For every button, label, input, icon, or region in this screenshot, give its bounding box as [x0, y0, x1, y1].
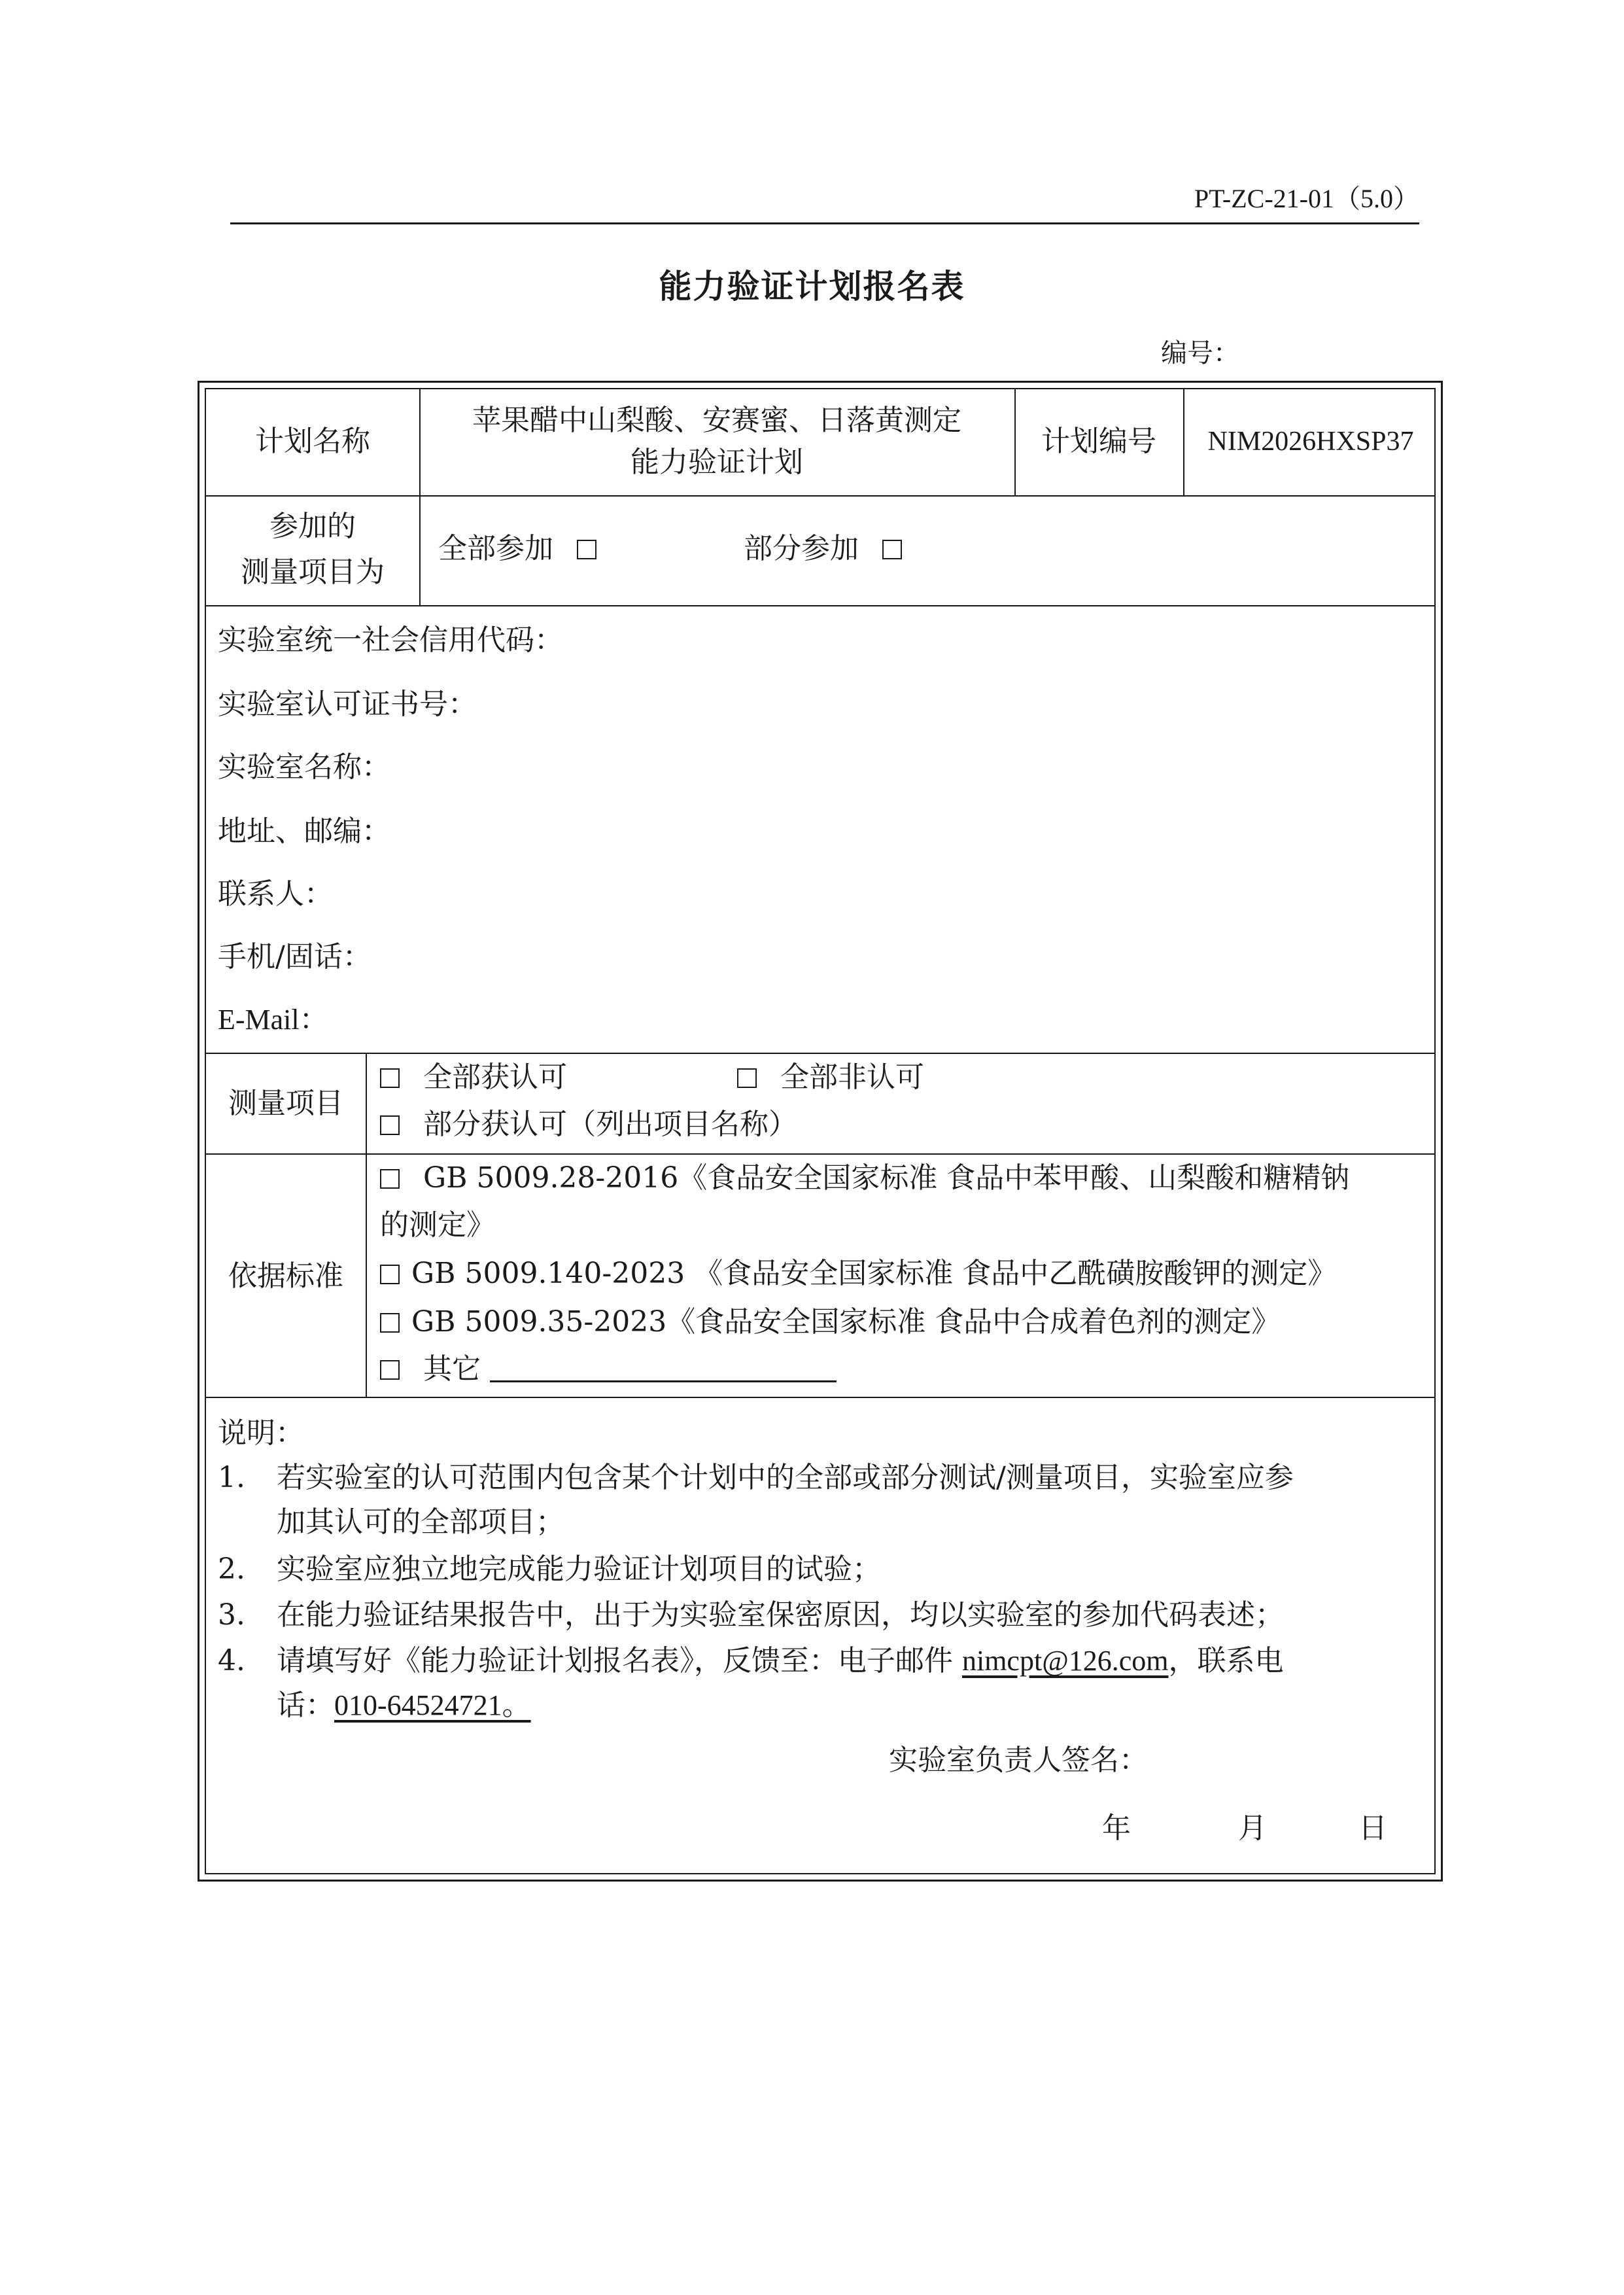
header-rule	[230, 222, 1419, 224]
participate-all-checkbox[interactable]	[577, 540, 596, 559]
col-divider	[366, 1053, 367, 1397]
note-2-line1: 实验室应独立地完成能力验证计划项目的试验；	[277, 1552, 881, 1586]
standard-1-label-cont: 的测定》	[380, 1208, 495, 1242]
standard-2-option[interactable]	[380, 1254, 1336, 1293]
all-accredited-checkbox[interactable]	[380, 1068, 400, 1088]
note-3-line1: 在能力验证结果报告中，出于为实验室保密原因，均以实验室的参加代码表述；	[277, 1598, 1284, 1632]
plan-name-label: 计划名称	[255, 425, 370, 458]
participation-label-line1: 参加的	[269, 510, 356, 543]
notes-heading: 说明：	[218, 1416, 304, 1450]
note-4-number: 4.	[218, 1644, 245, 1677]
standard-1-option[interactable]	[380, 1159, 1349, 1198]
standard-other-input[interactable]	[490, 1352, 837, 1382]
phone-field[interactable]: 手机/固话：	[218, 940, 371, 973]
participate-partial-label: 部分参加	[744, 532, 859, 565]
partial-accredited-checkbox[interactable]	[380, 1115, 400, 1135]
measurement-label: 测量项目	[228, 1087, 343, 1120]
all-non-accredited-option[interactable]	[737, 1058, 924, 1097]
standard-other-label: 其它	[423, 1352, 481, 1386]
date-year: 年	[1102, 1812, 1131, 1845]
participate-all-option[interactable]	[438, 529, 596, 569]
note-1-number: 1.	[218, 1461, 245, 1494]
participate-all-label: 全部参加	[438, 532, 553, 565]
standard-3-option[interactable]	[380, 1303, 1280, 1342]
row-divider	[206, 605, 1434, 606]
doc-code: PT-ZC-21-01（5.0）	[1194, 184, 1419, 213]
note-2-number: 2.	[218, 1552, 245, 1586]
cert-number-field[interactable]: 实验室认可证书号：	[218, 688, 477, 721]
note-1-line2: 加其认可的全部项目；	[277, 1505, 564, 1539]
credit-code-field[interactable]: 实验室统一社会信用代码：	[218, 623, 563, 657]
standard-1-label: GB 5009.28-2016《食品安全国家标准 食品中苯甲酸、山梨酸和糖精钠	[423, 1161, 1350, 1195]
standards-label: 依据标准	[228, 1259, 343, 1293]
serial-label: 编号：	[1161, 338, 1239, 368]
participate-partial-option[interactable]	[744, 529, 902, 569]
page-title: 能力验证计划报名表	[659, 267, 965, 306]
date-day: 日	[1358, 1812, 1387, 1845]
all-non-accredited-checkbox[interactable]	[737, 1068, 757, 1088]
form-frame	[198, 381, 1443, 1882]
note-4-line2	[277, 1686, 531, 1725]
standard-2-label: GB 5009.140-2023 《食品安全国家标准 食品中乙酰磺胺酸钾的测定》	[411, 1257, 1337, 1290]
note-4-text-cont: ，联系电	[1168, 1644, 1284, 1677]
standard-other-option[interactable]	[380, 1350, 837, 1389]
standard-1-checkbox[interactable]	[380, 1169, 400, 1189]
standard-other-checkbox[interactable]	[380, 1360, 400, 1380]
all-accredited-label: 全部获认可	[423, 1060, 567, 1094]
contact-phone: 010-64524721。	[334, 1689, 531, 1721]
note-4-text: 请填写好《能力验证计划报名表》，反馈至：电子邮件	[277, 1644, 962, 1677]
standard-2-checkbox[interactable]	[380, 1265, 400, 1284]
standard-3-label: GB 5009.35-2023《食品安全国家标准 食品中合成着色剂的测定》	[411, 1305, 1281, 1339]
row-divider	[206, 1053, 1434, 1054]
email-field[interactable]: E-Mail：	[218, 1004, 328, 1036]
standard-3-checkbox[interactable]	[380, 1313, 400, 1333]
signature-label[interactable]: 实验室负责人签名：	[889, 1743, 1148, 1777]
form-inner	[205, 388, 1436, 1874]
note-3-number: 3.	[218, 1598, 245, 1632]
all-accredited-option[interactable]	[380, 1058, 567, 1097]
partial-accredited-option[interactable]	[380, 1105, 797, 1144]
participate-partial-checkbox[interactable]	[882, 540, 902, 559]
partial-accredited-label: 部分获认可（列出项目名称）	[423, 1108, 797, 1141]
address-field[interactable]: 地址、邮编：	[218, 815, 390, 848]
plan-name-line1: 苹果醋中山梨酸、安赛蜜、日落黄测定	[472, 404, 961, 437]
all-non-accredited-label: 全部非认可	[780, 1060, 924, 1094]
note-4-phone-prefix: 话：	[277, 1689, 334, 1722]
row-divider	[206, 1153, 1434, 1155]
contact-field[interactable]: 联系人：	[218, 877, 333, 911]
plan-number-value: NIM2026HXSP37	[1207, 427, 1414, 457]
row-divider	[206, 1397, 1434, 1398]
plan-name-line2: 能力验证计划	[631, 446, 803, 479]
plan-number-label: 计划编号	[1041, 425, 1156, 458]
row-divider	[206, 495, 1434, 497]
date-month: 月	[1238, 1812, 1267, 1845]
note-1-line1: 若实验室的认可范围内包含某个计划中的全部或部分测试/测量项目，实验室应参	[277, 1461, 1294, 1494]
participation-label-line2: 测量项目为	[241, 555, 385, 589]
lab-name-field[interactable]: 实验室名称：	[218, 750, 390, 784]
note-4-line1	[277, 1641, 1283, 1681]
contact-email-link[interactable]: nimcpt@126.com	[961, 1645, 1169, 1677]
